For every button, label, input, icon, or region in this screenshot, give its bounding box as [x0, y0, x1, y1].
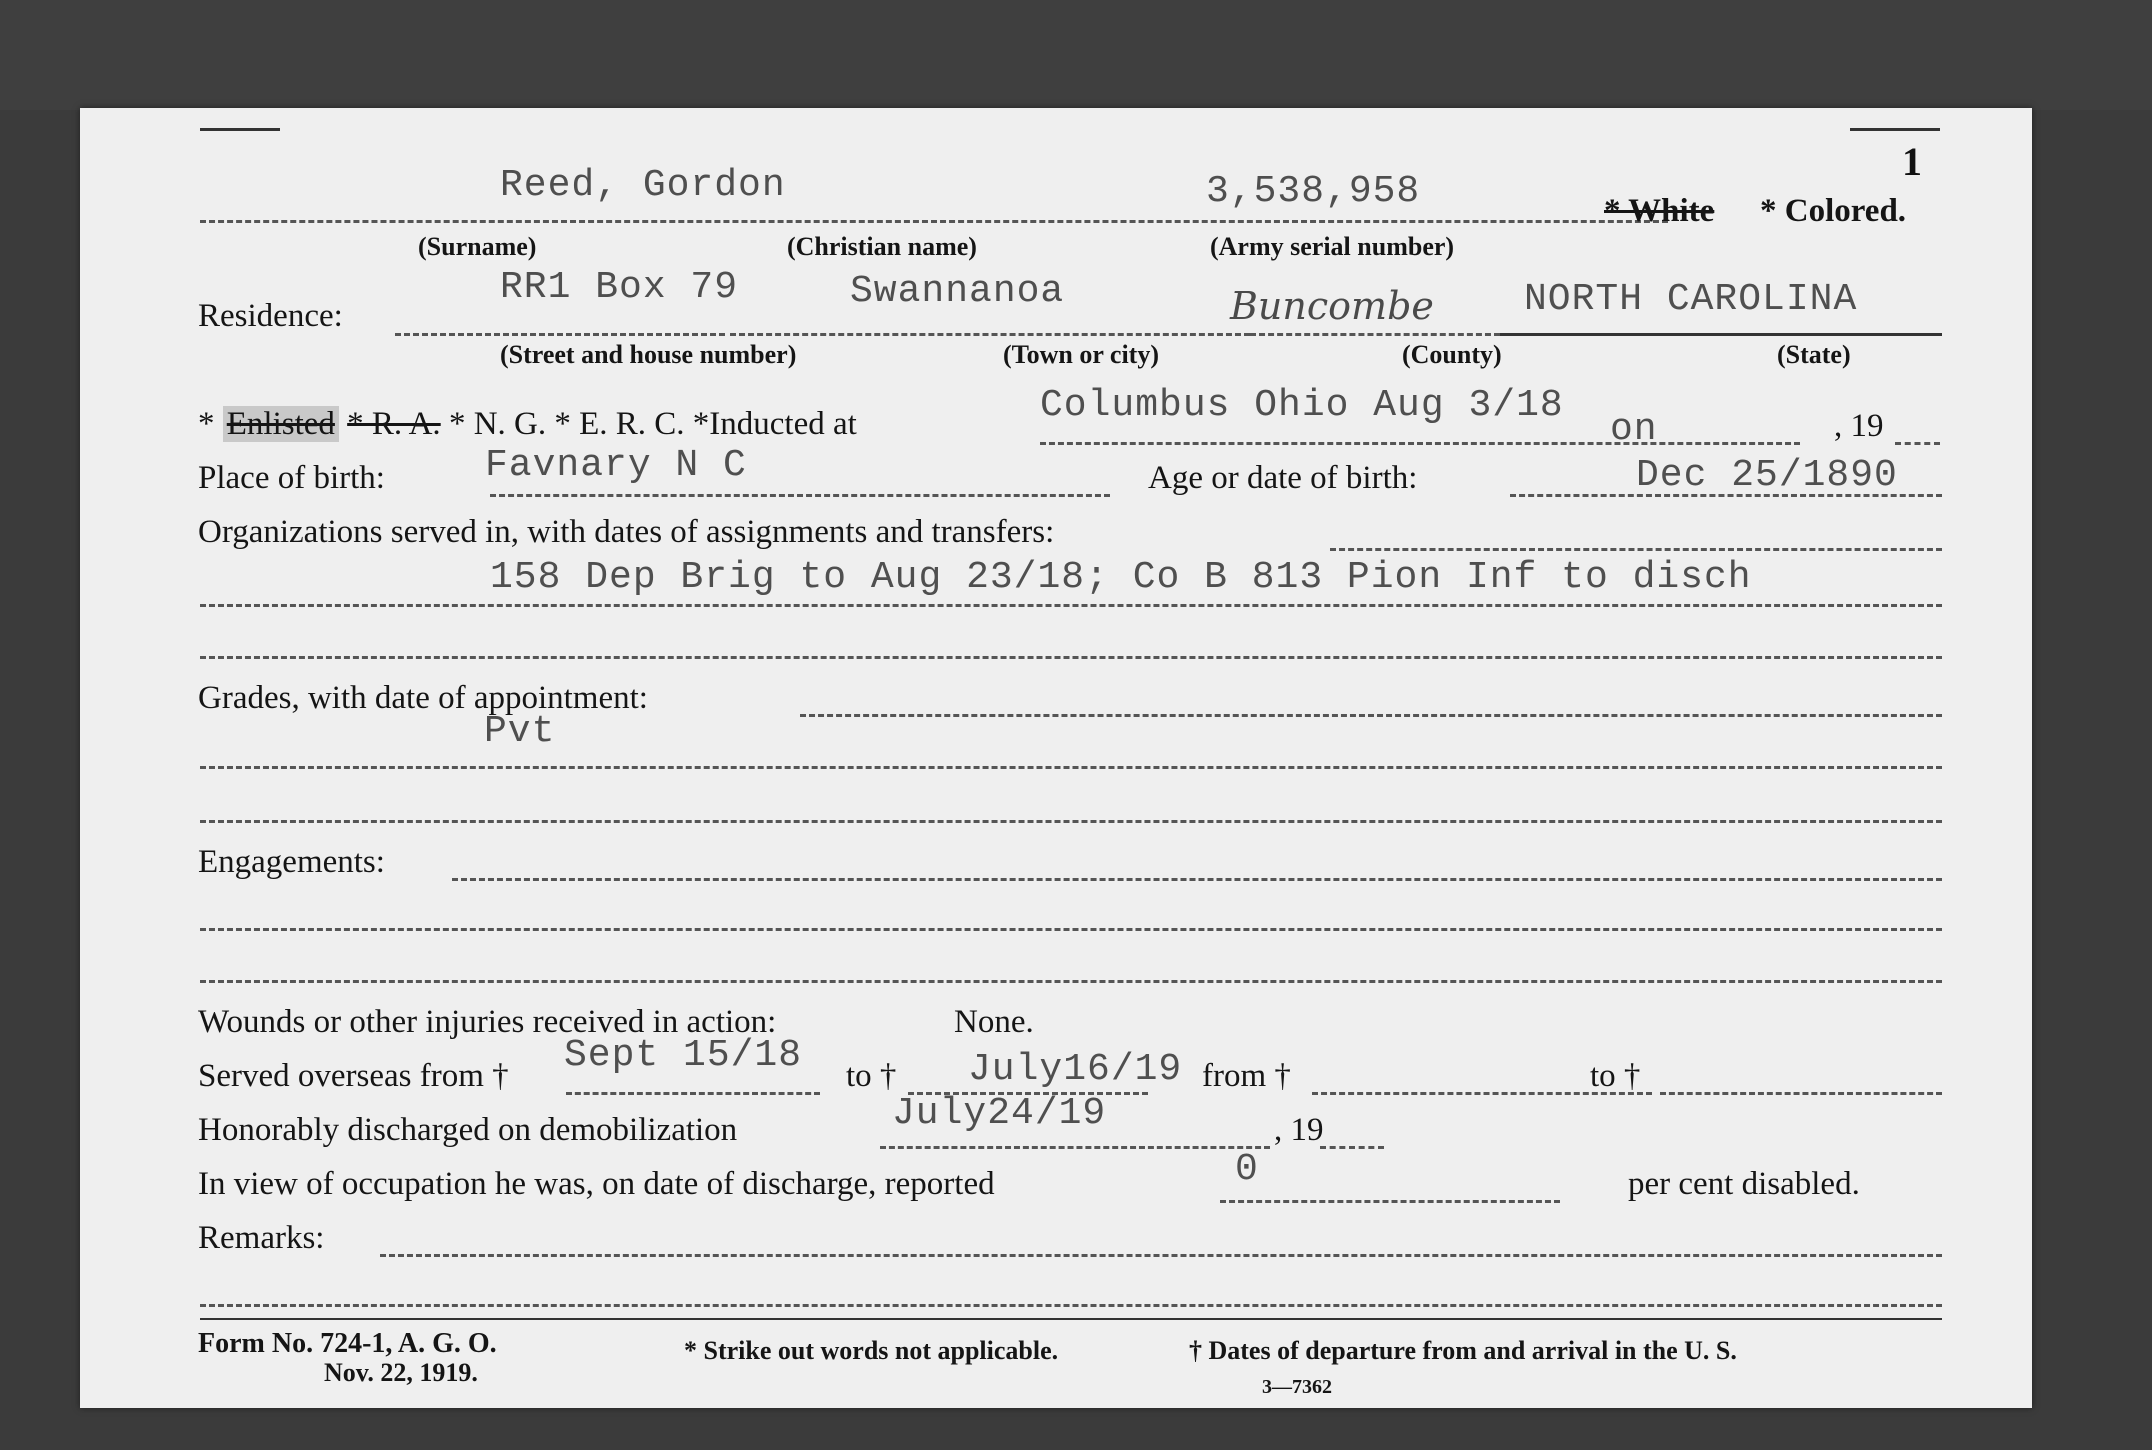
christian-name-label: (Christian name)	[787, 232, 977, 261]
race-white: * White	[1604, 193, 1715, 229]
birth-place-line	[490, 494, 1110, 497]
service-record-card	[80, 108, 2032, 1408]
grades-line-1	[800, 714, 1942, 717]
induction-value: Columbus Ohio Aug 3/18	[1040, 384, 1564, 427]
ra-option: * R. A.	[347, 406, 441, 442]
organizations-line-1	[1330, 548, 1942, 551]
induction-on: on	[1610, 408, 1658, 451]
induction-line	[1040, 442, 1800, 445]
overseas-to-value: July16/19	[968, 1048, 1183, 1091]
residence-state-line	[1500, 333, 1942, 336]
residence-county: Buncombe	[1230, 284, 1434, 328]
overseas-from-value: Sept 15/18	[564, 1034, 803, 1077]
engagements-line-3	[200, 980, 1942, 983]
residence-town-line	[730, 333, 1250, 336]
overseas-to2-line	[1660, 1092, 1942, 1095]
residence-street: RR1 Box 79	[500, 266, 739, 309]
serial-value: 3,538,958	[1206, 170, 1421, 213]
erc-option: * E. R. C.	[554, 406, 685, 442]
overseas-from-line	[566, 1092, 820, 1095]
induction-year: , 19	[1834, 408, 1884, 444]
footer-code: 3—7362	[1262, 1376, 1332, 1398]
town-label: (Town or city)	[1003, 340, 1159, 369]
birth-date-label: Age or date of birth:	[1148, 460, 1418, 496]
discharge-line	[880, 1146, 1270, 1149]
footer-note-dates: † Dates of departure from and arrival in the U. S.	[1189, 1336, 1737, 1365]
discharge-year-line	[1320, 1146, 1384, 1149]
form-number: Form No. 724-1, A. G. O.	[198, 1328, 497, 1359]
disability-value: 0	[1235, 1148, 1259, 1191]
organizations-label: Organizations served in, with dates of assignments and transfers:	[198, 514, 1055, 550]
top-right-rule	[1850, 128, 1940, 131]
overseas-label: Served overseas from †	[198, 1058, 509, 1094]
footer-rule	[200, 1318, 1942, 1320]
ng-option: * N. G.	[448, 406, 547, 442]
grades-label: Grades, with date of appointment:	[198, 680, 648, 716]
state-label: (State)	[1777, 340, 1851, 369]
enlisted-option: Enlisted	[223, 406, 339, 442]
surname-label: (Surname)	[418, 232, 537, 261]
engagements-line-1	[452, 878, 1942, 881]
enlistment-star: *	[198, 406, 215, 442]
street-label: (Street and house number)	[500, 340, 797, 369]
inducted-label: *Inducted at	[692, 406, 857, 442]
serial-label: (Army serial number)	[1210, 232, 1455, 261]
remarks-line-1	[380, 1254, 1942, 1257]
birth-date-line	[1510, 494, 1942, 497]
overseas-to-label: to †	[846, 1058, 897, 1094]
wounds-value: None.	[954, 1004, 1034, 1040]
top-left-rule	[200, 128, 280, 131]
induction-year-line	[1895, 442, 1940, 445]
birth-place-label: Place of birth:	[198, 460, 385, 496]
disability-line	[1220, 1200, 1560, 1203]
disability-label: In view of occupation he was, on date of discharge, reported	[198, 1166, 995, 1202]
form-date: Nov. 22, 1919.	[324, 1358, 478, 1387]
engagements-line-2	[200, 928, 1942, 931]
organizations-line-3	[200, 656, 1942, 659]
discharge-year: , 19	[1274, 1112, 1324, 1148]
race-colored: * Colored.	[1760, 193, 1907, 229]
enlistment-row	[198, 406, 857, 443]
residence-street-line	[395, 333, 725, 336]
name-line	[200, 220, 1668, 223]
name-value: Reed, Gordon	[500, 164, 786, 207]
overseas-to2-label: to †	[1590, 1058, 1641, 1094]
birth-date-value: Dec 25/1890	[1636, 454, 1898, 497]
discharge-value: July24/19	[892, 1092, 1107, 1135]
residence-county-line	[1250, 333, 1500, 336]
discharge-label: Honorably discharged on demobilization	[198, 1112, 738, 1148]
footer-note-strike: * Strike out words not applicable.	[684, 1336, 1059, 1365]
grades-line-3	[200, 820, 1942, 823]
engagements-label: Engagements:	[198, 844, 385, 880]
page-number: 1	[1902, 139, 1922, 184]
grades-line-2	[200, 766, 1942, 769]
residence-state: NORTH CAROLINA	[1524, 278, 1858, 321]
county-label: (County)	[1402, 340, 1502, 369]
scanner-background	[0, 0, 2152, 110]
residence-town: Swannanoa	[850, 270, 1065, 313]
wounds-label: Wounds or other injuries received in action:	[198, 1004, 777, 1040]
organizations-value: 158 Dep Brig to Aug 23/18; Co B 813 Pion Inf to disch	[490, 556, 1752, 599]
overseas-from2-label: from †	[1202, 1058, 1291, 1094]
grades-value: Pvt	[484, 710, 556, 753]
remarks-line-2	[200, 1304, 1942, 1307]
residence-label: Residence:	[198, 298, 343, 334]
organizations-line-2	[200, 604, 1942, 607]
disability-suffix: per cent disabled.	[1628, 1166, 1860, 1202]
remarks-label: Remarks:	[198, 1220, 325, 1256]
birth-place-value: Favnary N C	[485, 444, 747, 487]
